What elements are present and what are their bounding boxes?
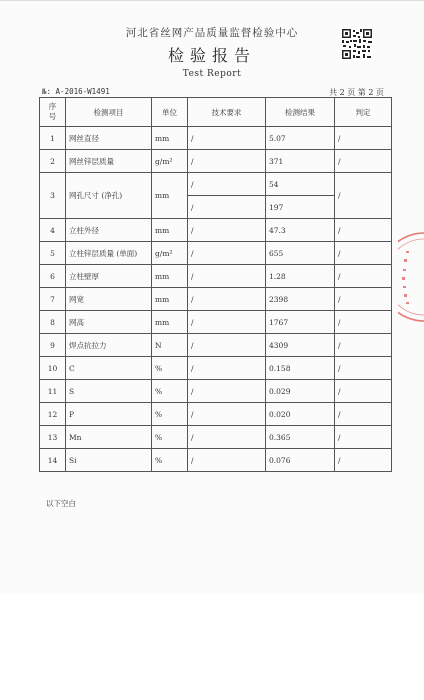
header-index-top: 序: [48, 102, 57, 111]
row-judgment: /: [335, 449, 392, 472]
row-result: 0.020: [266, 403, 335, 426]
row-judgment: /: [335, 403, 392, 426]
row-item: Mn: [66, 426, 152, 449]
row-item: 立柱外径: [66, 219, 152, 242]
row-result: 0.029: [266, 380, 335, 403]
report-subtitle: Test Report: [182, 69, 242, 79]
seal-stamp-icon: [398, 231, 424, 323]
row-index: 12: [40, 403, 66, 426]
row-judgment: /: [335, 150, 392, 173]
row-unit: mm: [152, 265, 188, 288]
header-result: 检测结果: [266, 98, 335, 127]
row-requirement: /: [188, 311, 266, 334]
row-unit: %: [152, 403, 188, 426]
row-result: 47.3: [266, 219, 335, 242]
row-judgment: /: [335, 334, 392, 357]
row-item: C: [66, 357, 152, 380]
row-judgment: /: [335, 357, 392, 380]
row-unit: %: [152, 357, 188, 380]
row-item: 网丝直径: [66, 127, 152, 150]
row-requirement: /: [188, 173, 266, 196]
row-judgment: /: [335, 127, 392, 150]
table-row: [40, 311, 392, 334]
row-result: 0.365: [266, 426, 335, 449]
row-judgment: /: [335, 265, 392, 288]
table-row: [40, 426, 392, 449]
header-item: 检测项目: [66, 98, 152, 127]
row-requirement: /: [188, 449, 266, 472]
row-judgment: /: [335, 242, 392, 265]
table-row: [40, 334, 392, 357]
row-item: 立柱锌层质量 (单面): [66, 242, 152, 265]
row-index: 2: [40, 150, 66, 173]
header-requirement: 技术要求: [188, 98, 266, 127]
row-result: 5.07: [266, 127, 335, 150]
row-item: 网丝锌层质量: [66, 150, 152, 173]
row-result: 1767: [266, 311, 335, 334]
row-unit: mm: [152, 288, 188, 311]
header-index: [40, 98, 66, 127]
table-header-row: [40, 98, 392, 127]
row-result: 2398: [266, 288, 335, 311]
row-index: 9: [40, 334, 66, 357]
row-index: 8: [40, 311, 66, 334]
row-judgment: /: [335, 311, 392, 334]
row-index: 5: [40, 242, 66, 265]
row-unit: N: [152, 334, 188, 357]
row-index: 1: [40, 127, 66, 150]
row-index: 11: [40, 380, 66, 403]
row-requirement: /: [188, 334, 266, 357]
row-requirement-2: /: [188, 196, 266, 219]
row-index: 14: [40, 449, 66, 472]
footer-note: 以下空白: [46, 499, 76, 508]
table-row: [40, 449, 392, 472]
table-row: [40, 288, 392, 311]
row-result-2: 197: [266, 196, 335, 219]
report-title: 检验报告: [167, 46, 256, 65]
row-unit: mm: [152, 173, 188, 219]
row-judgment: /: [335, 380, 392, 403]
row-requirement: /: [188, 219, 266, 242]
table-row: [40, 403, 392, 426]
row-unit: %: [152, 426, 188, 449]
row-requirement: /: [188, 265, 266, 288]
row-requirement: /: [188, 150, 266, 173]
table-row: [40, 150, 392, 173]
row-item: P: [66, 403, 152, 426]
row-judgment: /: [335, 219, 392, 242]
table-row: [40, 219, 392, 242]
row-result: 54: [266, 173, 335, 196]
page-info: 共 2 页 第 2 页: [329, 88, 384, 97]
row-unit: %: [152, 449, 188, 472]
row-unit: mm: [152, 127, 188, 150]
row-judgment: /: [335, 173, 392, 219]
row-index: 10: [40, 357, 66, 380]
results-table: [39, 97, 392, 472]
row-requirement: /: [188, 426, 266, 449]
header-judgment: 判定: [335, 98, 392, 127]
report-number: №: A-2016-W1491: [42, 87, 110, 96]
row-item: 网孔尺寸 (净孔): [66, 173, 152, 219]
row-index: 7: [40, 288, 66, 311]
row-unit: g/m²: [152, 150, 188, 173]
row-item: S: [66, 380, 152, 403]
row-index: 4: [40, 219, 66, 242]
row-item: 网高: [66, 311, 152, 334]
row-requirement: /: [188, 357, 266, 380]
table-row: [40, 173, 392, 196]
row-item: 立柱壁厚: [66, 265, 152, 288]
table-row: [40, 265, 392, 288]
row-requirement: /: [188, 380, 266, 403]
table-row: [40, 380, 392, 403]
row-index: 13: [40, 426, 66, 449]
row-item: 焊点抗拉力: [66, 334, 152, 357]
table-row: [40, 357, 392, 380]
row-requirement: /: [188, 288, 266, 311]
row-item: 网宽: [66, 288, 152, 311]
row-requirement: /: [188, 127, 266, 150]
row-judgment: /: [335, 288, 392, 311]
header-unit: 单位: [152, 98, 188, 127]
row-unit: %: [152, 380, 188, 403]
row-index: 6: [40, 265, 66, 288]
row-result: 371: [266, 150, 335, 173]
row-judgment: /: [335, 426, 392, 449]
qr-code-icon: [341, 28, 373, 60]
row-index: 3: [40, 173, 66, 219]
row-item: Si: [66, 449, 152, 472]
row-result: 0.158: [266, 357, 335, 380]
row-unit: g/m²: [152, 242, 188, 265]
row-result: 1.28: [266, 265, 335, 288]
row-result: 0.076: [266, 449, 335, 472]
row-unit: mm: [152, 311, 188, 334]
row-requirement: /: [188, 403, 266, 426]
row-result: 655: [266, 242, 335, 265]
organization-name: 河北省丝网产品质量监督检验中心: [125, 27, 299, 39]
row-requirement: /: [188, 242, 266, 265]
header-index-bottom: 号: [48, 112, 57, 121]
row-unit: mm: [152, 219, 188, 242]
row-result: 4309: [266, 334, 335, 357]
table-row: [40, 242, 392, 265]
table-row: [40, 127, 392, 150]
